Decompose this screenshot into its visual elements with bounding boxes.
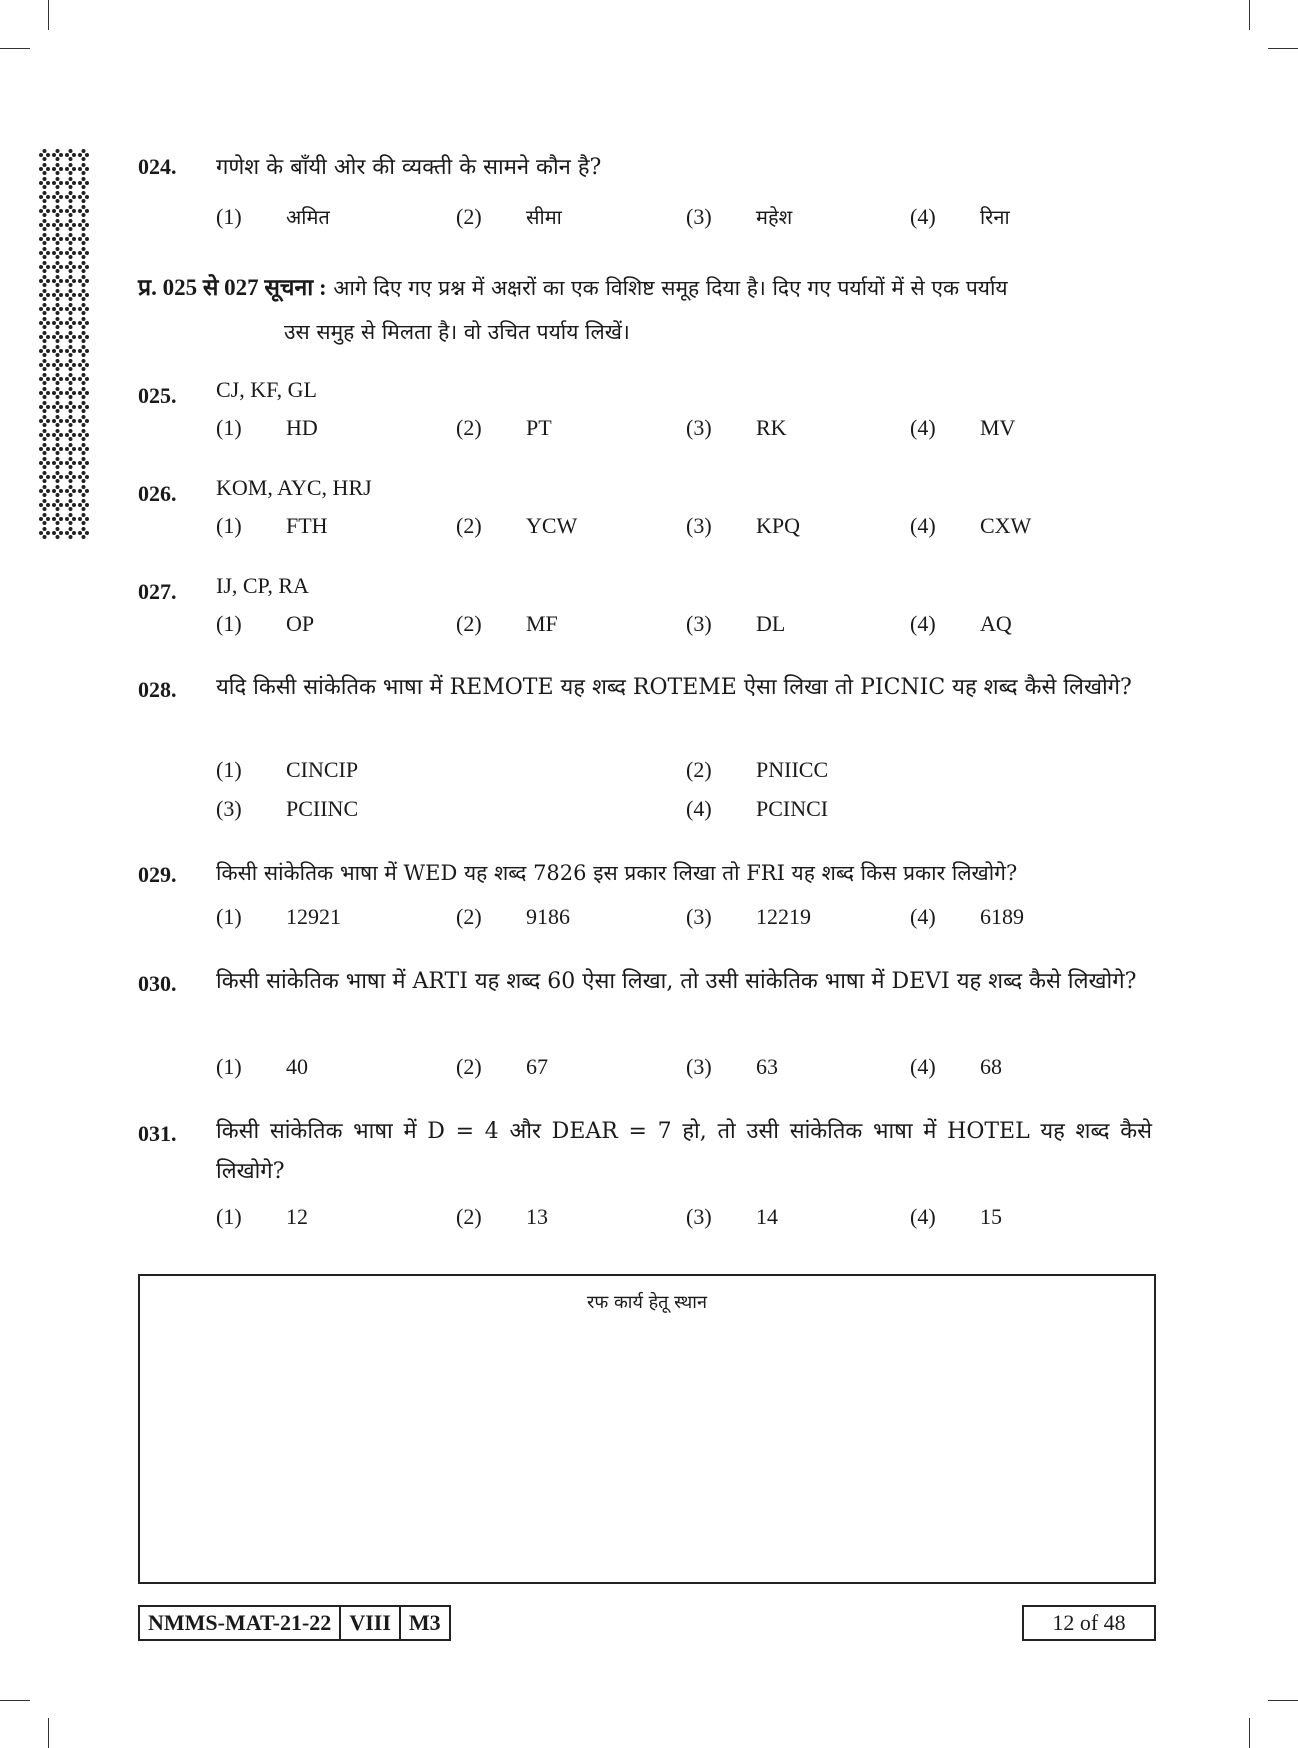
option-number: (3) xyxy=(686,1204,712,1229)
rough-work-box[interactable] xyxy=(138,1274,1156,1584)
option-2[interactable] xyxy=(456,607,558,641)
option-text: PCIINC xyxy=(286,796,359,821)
option-number: (3) xyxy=(686,611,712,636)
notice-label: प्र. 025 से 027 सूचना : xyxy=(138,275,327,300)
option-3[interactable] xyxy=(686,607,785,641)
option-3[interactable] xyxy=(686,411,787,445)
option-3[interactable] xyxy=(686,900,811,934)
option-text: CINCIP xyxy=(286,757,359,782)
paper-code: NMMS-MAT-21-22 xyxy=(140,1607,341,1639)
option-number: (2) xyxy=(456,415,482,440)
option-text: अमित xyxy=(286,205,330,229)
option-4[interactable] xyxy=(910,900,1024,934)
question-number: 027. xyxy=(138,579,177,604)
option-2[interactable] xyxy=(456,509,577,543)
option-text: PT xyxy=(526,415,552,440)
option-1[interactable] xyxy=(216,509,328,543)
option-number: (2) xyxy=(456,611,482,636)
options-row xyxy=(216,900,1152,934)
option-3[interactable] xyxy=(686,1200,778,1234)
set-label: M3 xyxy=(408,1610,441,1635)
crop-mark xyxy=(48,1718,49,1748)
option-4[interactable] xyxy=(910,1200,1002,1234)
option-4[interactable] xyxy=(910,200,1010,234)
option-text: रिना xyxy=(980,205,1010,229)
option-1[interactable] xyxy=(216,200,330,234)
instruction-notice xyxy=(138,266,1154,354)
option-text: CXW xyxy=(980,513,1032,538)
option-number: (2) xyxy=(456,1054,482,1079)
option-2[interactable] xyxy=(456,900,570,934)
option-text: KPQ xyxy=(756,513,801,538)
options-row xyxy=(216,1050,1152,1084)
options-row xyxy=(216,792,1152,826)
option-1[interactable] xyxy=(216,900,341,934)
option-text: MF xyxy=(526,611,558,636)
option-number: (3) xyxy=(686,513,712,538)
page-number: 12 of 48 xyxy=(1022,1605,1156,1641)
pattern-icon xyxy=(38,148,90,540)
option-text: AQ xyxy=(980,611,1012,636)
paper-code-box xyxy=(138,1605,451,1641)
option-2[interactable] xyxy=(456,1200,548,1234)
options-row xyxy=(216,1200,1152,1234)
option-number: (1) xyxy=(216,513,242,538)
question-number: 029. xyxy=(138,862,177,887)
question-number: 030. xyxy=(138,971,177,996)
option-text: 12219 xyxy=(756,904,811,929)
question-text: यदि किसी सांकेतिक भाषा में REMOTE यह शब्द ROTEME ऐसा लिखा तो PICNIC यह शब्द कैसे लिखोगे? xyxy=(216,675,1132,700)
options-row xyxy=(216,509,1152,543)
option-number: (4) xyxy=(910,904,936,929)
option-text: HD xyxy=(286,415,318,440)
option-text: सीमा xyxy=(526,205,562,229)
question-number: 026. xyxy=(138,481,177,506)
option-number: (4) xyxy=(910,611,936,636)
options-row xyxy=(216,753,1152,787)
option-number: (3) xyxy=(686,1054,712,1079)
option-2[interactable] xyxy=(456,411,552,445)
option-number: (2) xyxy=(456,513,482,538)
question-number: 025. xyxy=(138,383,177,408)
option-text: 6189 xyxy=(980,904,1024,929)
option-text: 15 xyxy=(980,1204,1002,1229)
option-number: (4) xyxy=(910,415,936,440)
crop-mark xyxy=(0,48,30,49)
option-number: (4) xyxy=(910,513,936,538)
option-number: (3) xyxy=(686,415,712,440)
question-number: 031. xyxy=(138,1121,177,1146)
question-text: KOM, AYC, HRJ xyxy=(216,475,372,500)
option-text: RK xyxy=(756,415,787,440)
crop-mark xyxy=(48,0,49,30)
option-text: MV xyxy=(980,415,1016,440)
option-1[interactable] xyxy=(216,1200,308,1234)
option-2[interactable] xyxy=(456,200,562,234)
question-text: IJ, CP, RA xyxy=(216,573,309,598)
option-text: 9186 xyxy=(526,904,570,929)
option-2[interactable] xyxy=(686,753,828,787)
question-text: किसी सांकेतिक भाषा में D = 4 और DEAR = 7 हो, तो उसी सांकेतिक भाषा में HOTEL यह शब्द कैसे लिखोगे? xyxy=(216,1119,1152,1184)
option-4[interactable] xyxy=(910,509,1031,543)
options-row xyxy=(216,607,1152,641)
option-1[interactable] xyxy=(216,411,318,445)
crop-mark xyxy=(1249,1718,1250,1748)
option-text: 14 xyxy=(756,1204,778,1229)
option-3[interactable] xyxy=(216,792,358,826)
option-text: 40 xyxy=(286,1054,308,1079)
option-3[interactable] xyxy=(686,509,800,543)
question-text: CJ, KF, GL xyxy=(216,377,317,402)
option-4[interactable] xyxy=(910,411,1015,445)
option-number: (1) xyxy=(216,204,242,229)
option-3[interactable] xyxy=(686,1050,778,1084)
option-text: OP xyxy=(286,611,315,636)
crop-mark xyxy=(0,1700,30,1701)
option-number: (2) xyxy=(456,904,482,929)
option-text: 12921 xyxy=(286,904,341,929)
option-4[interactable] xyxy=(910,1050,1002,1084)
option-number: (3) xyxy=(216,796,242,821)
notice-line-2: उस समुह से मिलता है। वो उचित पर्याय लिखें। xyxy=(284,320,630,344)
question-text: किसी सांकेतिक भाषा में ARTI यह शब्द 60 ऐसा लिखा, तो उसी सांकेतिक भाषा में DEVI यह शब्द कैसे लिखोगे? xyxy=(216,969,1137,994)
option-text: 68 xyxy=(980,1054,1002,1079)
options-row xyxy=(216,411,1152,445)
question-text: गणेश के बाँयी ओर की व्यक्ती के सामने कौन है? xyxy=(216,155,602,180)
option-text: DL xyxy=(756,611,786,636)
option-text: YCW xyxy=(526,513,578,538)
question-text: किसी सांकेतिक भाषा में WED यह शब्द 7826 इस प्रकार लिखा तो FRI यह शब्द किस प्रकार लिखोगे? xyxy=(216,861,1018,885)
question-number: 024. xyxy=(138,154,177,179)
option-number: (3) xyxy=(686,204,712,229)
option-text: PCINCI xyxy=(756,796,829,821)
option-1[interactable] xyxy=(216,607,314,641)
option-number: (4) xyxy=(910,1204,936,1229)
option-text: 67 xyxy=(526,1054,548,1079)
option-4[interactable] xyxy=(910,607,1012,641)
option-text: महेश xyxy=(756,205,793,229)
option-text: FTH xyxy=(286,513,328,538)
crop-mark xyxy=(1268,1700,1298,1701)
option-number: (2) xyxy=(456,1204,482,1229)
option-number: (1) xyxy=(216,611,242,636)
option-3[interactable] xyxy=(686,200,792,234)
option-1[interactable] xyxy=(216,753,358,787)
option-number: (4) xyxy=(686,796,712,821)
option-text: 12 xyxy=(286,1204,308,1229)
option-number: (2) xyxy=(456,204,482,229)
notice-line-1: आगे दिए गए प्रश्न में अक्षरों का एक विशिष्ट समूह दिया है। दिए गए पर्यायों में से एक पर्याय xyxy=(333,276,1008,300)
option-number: (1) xyxy=(216,1054,242,1079)
option-1[interactable] xyxy=(216,1050,308,1084)
option-number: (2) xyxy=(686,757,712,782)
option-number: (4) xyxy=(910,1054,936,1079)
option-number: (3) xyxy=(686,904,712,929)
option-4[interactable] xyxy=(686,792,828,826)
question-number: 028. xyxy=(138,677,177,702)
options-row xyxy=(216,200,1152,234)
option-text: 63 xyxy=(756,1054,778,1079)
option-number: (1) xyxy=(216,904,242,929)
crop-mark xyxy=(1268,48,1298,49)
option-2[interactable] xyxy=(456,1050,548,1084)
crop-mark xyxy=(1249,0,1250,30)
option-text: PNIICC xyxy=(756,757,829,782)
option-number: (1) xyxy=(216,1204,242,1229)
rough-work-title: रफ कार्य हेतू स्थान xyxy=(587,1292,707,1313)
option-number: (1) xyxy=(216,757,242,782)
option-text: 13 xyxy=(526,1204,548,1229)
option-number: (4) xyxy=(910,204,936,229)
decorative-border-pattern xyxy=(38,148,90,540)
class-label: VIII xyxy=(341,1607,401,1639)
option-number: (1) xyxy=(216,415,242,440)
